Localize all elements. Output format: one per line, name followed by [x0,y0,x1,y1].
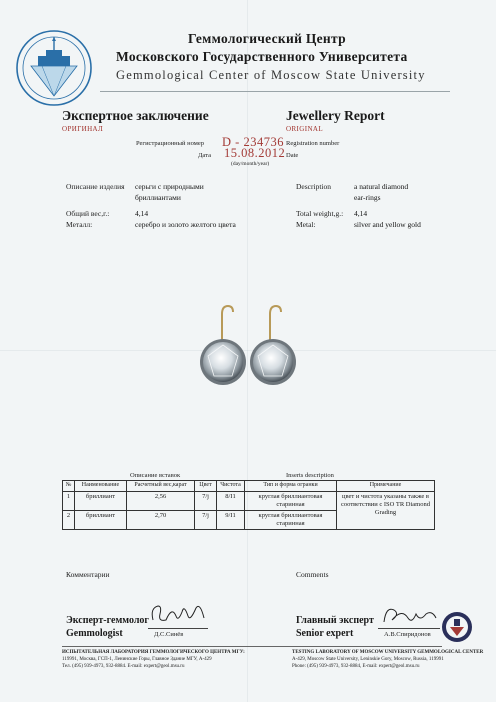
note-line-3: Grading [374,508,397,516]
footer-right-line-3: Phone: (495) 939-4973, 932-8884, E-mail: expert@geol.msu.ru [292,664,420,669]
weight-label-en: Total weight,g.: [296,209,344,218]
row-color: 7/j [195,491,217,510]
senior-sign-line [378,628,440,629]
weight-value-ru: 4,14 [135,209,149,218]
desc-value-en-2: ear-rings [354,193,381,202]
col-header-color: Цвет [195,481,217,492]
desc-value-ru-2: бриллиантами [135,193,181,202]
desc-label-ru: Описание изделия [66,182,125,191]
weight-value-en: 4,14 [354,209,368,218]
col-header-name: Наименование [75,481,127,492]
metal-label-en: Metal: [296,220,316,229]
row-weight: 2,70 [127,510,195,529]
comments-label-en: Comments [296,570,329,579]
row-note [337,491,435,530]
msu-gemmology-logo [13,28,95,108]
row-cut [245,491,337,510]
row-name: бриллиант [75,510,127,529]
reg-number: D - 234736 [222,135,284,149]
desc-value-ru-1: серьги с природными [135,182,204,191]
original-ru: ОРИГИНАЛ [62,125,104,133]
date-label-en: Date [286,152,299,159]
note-line-1: цвет и чистота указаны также в [341,492,429,500]
footer-left-line-3: Тел. (495) 939-4973, 932-8884. E-mail: expert@geol.msu.ru [62,664,185,669]
col-header-cut: Тип и форма огранки [245,481,337,492]
row-clarity: 9/I1 [217,510,245,529]
row-cut-line-2: старинная [276,500,305,508]
footer-left-line-2: 119991, Москва, ГСП-1, Ленинские Горы, Главное Здание МГУ, А-429 [62,657,212,662]
row-cut [245,510,337,529]
row-cut-line-2: старинная [276,519,305,527]
senior-name: А.В.Спиридонов [384,631,431,638]
senior-label-ru: Главный эксперт [296,615,374,626]
lab-stamp-seal [440,610,474,644]
row-cut-line-1: круглая бриллиантовая [258,492,323,500]
metal-label-ru: Металл: [66,220,93,229]
earrings-photo [196,300,300,392]
gemmologist-label-ru: Эксперт-геммолог [66,615,149,626]
note-line-2: соответствии с ISO TR Diamond [341,500,430,508]
gemmologist-label-en: Gemmologist [66,628,123,639]
gemmologist-sign-line [148,628,208,629]
header-line-3: Gemmological Center of Moscow State University [116,68,426,82]
weight-label-ru: Общий вес,г.: [66,209,110,218]
senior-signature [378,602,440,630]
gemmologist-name: Д.С.Синёв [154,631,184,638]
col-header-number: № [63,481,75,492]
desc-label-en: Description [296,182,331,191]
senior-label-en: Senior expert [296,628,354,639]
title-en: Jewellery Report [286,108,385,123]
header-line-2: Московского Государственного Университета [116,49,408,64]
title-ru: Экспертное заключение [62,108,209,123]
date-label-ru: Дата [198,152,211,159]
inserts-caption-ru: Описание вставок [130,472,181,479]
header-line-1: Геммологический Центр [188,31,346,46]
desc-value-en-1: a natural diamond [354,182,409,191]
gemmologist-signature [148,598,208,628]
inserts-caption-en: Inserts description [286,472,334,479]
row-number: 2 [63,510,75,529]
inserts-table [62,480,435,530]
footer-right-line-2: A-429, Moscow State University, Leninskie Gory, Moscow, Russia, 119991 [292,657,444,662]
reg-label-en: Registration number [286,140,340,147]
footer-rule [62,646,442,647]
metal-value-ru: серебро и золото желтого цвета [135,220,236,229]
header-rule [100,91,450,92]
inserts-header-row [63,481,435,492]
col-header-weight: Расчетный вес,карат [127,481,195,492]
row-weight: 2,56 [127,491,195,510]
row-clarity: 8/I1 [217,491,245,510]
original-en: ORIGINAL [286,125,324,133]
row-name: бриллиант [75,491,127,510]
reg-label-ru: Регистрационный номер [136,140,204,147]
row-number: 1 [63,491,75,510]
comments-label-ru: Комментарии [66,570,110,579]
row-cut-line-1: круглая бриллиантовая [258,511,323,519]
col-header-clarity: Чистота [217,481,245,492]
footer-left-line-1: ИСПЫТАТЕЛЬНАЯ ЛАБОРАТОРИЯ ГЕММОЛОГИЧЕСКОГО ЦЕНТРА МГУ: [62,650,245,655]
col-header-note: Примечание [337,481,435,492]
date-value: 15.08.2012 [224,146,286,160]
metal-value-en: silver and yellow gold [354,220,421,229]
table-row [63,491,435,510]
footer-right-line-1: TESTING LABORATORY OF MOSCOW UNIVERSITY GEMMOLOGICAL CENTER [292,650,484,655]
date-format: (day/month/year) [231,161,270,167]
row-color: 7/j [195,510,217,529]
